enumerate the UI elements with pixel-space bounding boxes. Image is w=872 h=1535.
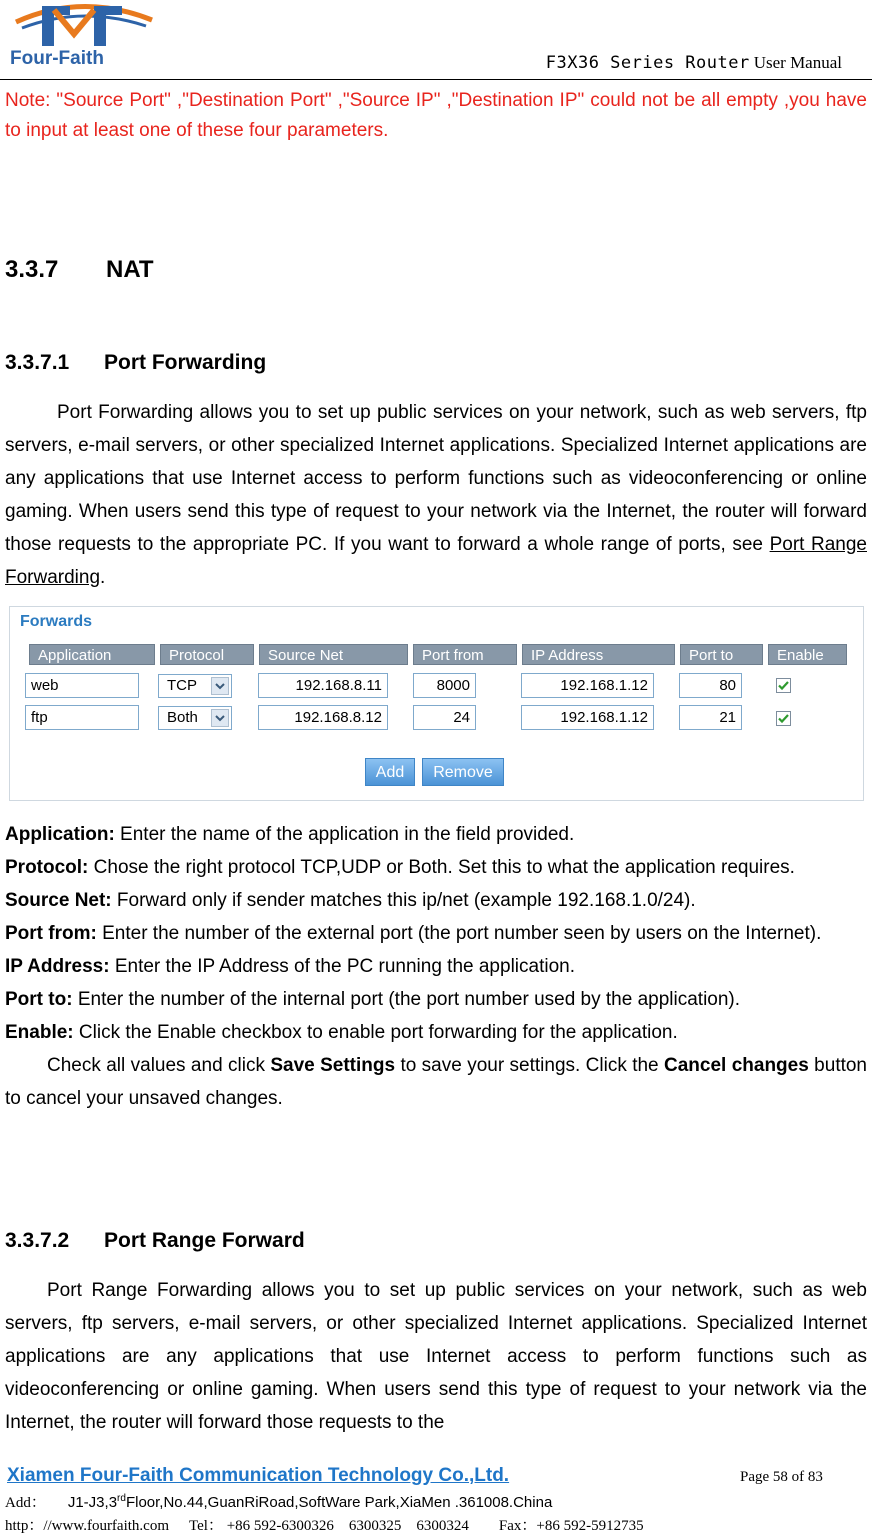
definition-application <box>5 818 867 851</box>
logo-wordmark: Four-Faith <box>10 48 104 69</box>
remove-button[interactable]: Remove <box>422 758 504 786</box>
subsection-heading-port-range-forward <box>5 1229 305 1253</box>
check-icon <box>777 712 790 725</box>
header-divider <box>0 79 872 80</box>
definition-list <box>5 818 867 1115</box>
page-header-title <box>546 52 842 73</box>
cancel-changes-term: Cancel changes <box>664 1055 809 1076</box>
enable-checkbox[interactable] <box>776 711 791 726</box>
telephone: Tel： +86 592-6300326 6300325 6300324 <box>189 1518 469 1534</box>
source-net-input[interactable]: 192.168.8.12 <box>258 705 388 730</box>
port-forwarding-intro <box>5 396 867 594</box>
port-to-input[interactable]: 21 <box>679 705 742 730</box>
four-faith-logo <box>2 0 162 70</box>
port-from-input[interactable]: 24 <box>413 705 476 730</box>
protocol-select[interactable] <box>158 674 232 698</box>
footer-company-name: Xiamen Four-Faith Communication Technology Co.,Ltd. <box>7 1465 510 1486</box>
save-settings-term: Save Settings <box>270 1055 396 1076</box>
save-note-text: Check all values and click <box>47 1055 271 1076</box>
definition-text: Enter the name of the application in the field provided. <box>114 824 575 845</box>
section-number: 3.3.7 <box>5 256 59 283</box>
save-note-text: to save your settings. Click the <box>395 1055 665 1076</box>
fax: Fax：+86 592-5912735 <box>498 1518 644 1534</box>
application-input[interactable]: ftp <box>25 705 139 730</box>
section-title: NAT <box>106 256 154 283</box>
save-settings-note <box>5 1049 867 1115</box>
port-to-input[interactable]: 80 <box>679 673 742 698</box>
column-header-port-from: Port from <box>413 644 517 665</box>
port-from-input[interactable]: 8000 <box>413 673 476 698</box>
page-number: Page 58 of 83 <box>740 1469 823 1485</box>
footer-contacts <box>5 1514 644 1535</box>
definition-term: Protocol: <box>5 857 89 878</box>
warning-note: Note: "Source Port" ,"Destination Port" ,"Source IP" ,"Destination IP" could not be all empty ,you have to input at least one of these four parameters. <box>5 90 867 141</box>
definition-text: Forward only if sender matches this ip/net (example 192.168.1.0/24). <box>111 890 696 911</box>
subsection-title: Port Range Forward <box>104 1229 305 1252</box>
definition-text: Chose the right protocol TCP,UDP or Both. Set this to what the application requires. <box>88 857 795 878</box>
chevron-down-icon <box>211 709 229 727</box>
definition-term: Port from: <box>5 923 97 944</box>
address-value: J1-J3,3 <box>67 1494 118 1511</box>
definition-term: Port to: <box>5 989 73 1010</box>
ip-address-input[interactable]: 192.168.1.12 <box>521 705 654 730</box>
intro-text: Port Forwarding allows you to set up public services on your network, such as web servers, ftp servers, e-mail servers, or other specialized Internet applications. Specialized Internet applications are any applications that use Internet access to perform functions such as videoconferencing or online gaming. When users send this type of request to your network via the Internet, the router will forward those requests to the appropriate PC. If you want to forward a whole range of ports, see <box>5 402 867 555</box>
website: http：//www.fourfaith.com <box>5 1518 169 1534</box>
column-header-port-to: Port to <box>680 644 763 665</box>
port-range-forwarding-link[interactable]: Port Range Forwarding <box>5 534 867 588</box>
intro-end: . <box>100 567 106 588</box>
definition-source-net <box>5 884 867 917</box>
column-header-source-net: Source Net <box>259 644 408 665</box>
column-header-ip-address: IP Address <box>522 644 675 665</box>
definition-text: Click the Enable checkbox to enable port forwarding for the application. <box>73 1022 678 1043</box>
application-input[interactable]: web <box>25 673 139 698</box>
column-header-protocol: Protocol <box>160 644 254 665</box>
definition-port-from <box>5 917 867 950</box>
add-button[interactable]: Add <box>365 758 415 786</box>
check-icon <box>777 679 790 692</box>
enable-checkbox[interactable] <box>776 678 791 693</box>
forwards-panel-title: Forwards <box>20 613 93 630</box>
save-note-text: button to cancel your unsaved changes. <box>5 1055 868 1109</box>
subsection-number: 3.3.7.2 <box>5 1229 70 1252</box>
source-net-input[interactable]: 192.168.8.11 <box>258 673 388 698</box>
subsection-title: Port Forwarding <box>104 351 267 374</box>
chevron-down-icon <box>211 677 229 695</box>
protocol-select[interactable] <box>158 706 232 730</box>
address-label: Add： <box>5 1495 46 1511</box>
manual-label: User Manual <box>753 53 842 72</box>
protocol-value: Both <box>167 709 198 726</box>
definition-text: Enter the IP Address of the PC running the application. <box>109 956 575 977</box>
address-rest: Floor,No.44,GuanRiRoad,SoftWare Park,XiaMen .361008.China <box>125 1494 553 1511</box>
definition-enable <box>5 1016 867 1049</box>
section-heading <box>5 256 154 284</box>
port-range-intro: Port Range Forwarding allows you to set up public services on your network, such as web servers, ftp servers, e-mail servers, or other specialized Internet applications. Specialized Internet applications are any applications that use Internet access to perform functions such as videoconferencing or online gaming. When users send this type of request to your network via the Internet, the router will forward those requests to the <box>5 1280 867 1433</box>
forwards-panel <box>9 606 864 801</box>
model-title: F3X36 Series Router <box>545 53 750 73</box>
column-header-application: Application <box>29 644 155 665</box>
column-header-enable: Enable <box>768 644 847 665</box>
definition-port-to <box>5 983 867 1016</box>
subsection-number: 3.3.7.1 <box>5 351 70 374</box>
definition-ip-address <box>5 950 867 983</box>
ip-address-input[interactable]: 192.168.1.12 <box>521 673 654 698</box>
definition-text: Enter the number of the internal port (the port number used by the application). <box>72 989 741 1010</box>
protocol-value: TCP <box>167 677 197 694</box>
definition-term: IP Address: <box>5 956 110 977</box>
definition-text: Enter the number of the external port (the port number seen by users on the Internet). <box>96 923 822 944</box>
definition-term: Application: <box>5 824 115 845</box>
footer-address <box>5 1491 552 1512</box>
definition-protocol <box>5 851 867 884</box>
definition-term: Source Net: <box>5 890 112 911</box>
address-superscript: rd <box>117 1493 126 1504</box>
definition-term: Enable: <box>5 1022 74 1043</box>
subsection-heading-port-forwarding <box>5 351 266 375</box>
